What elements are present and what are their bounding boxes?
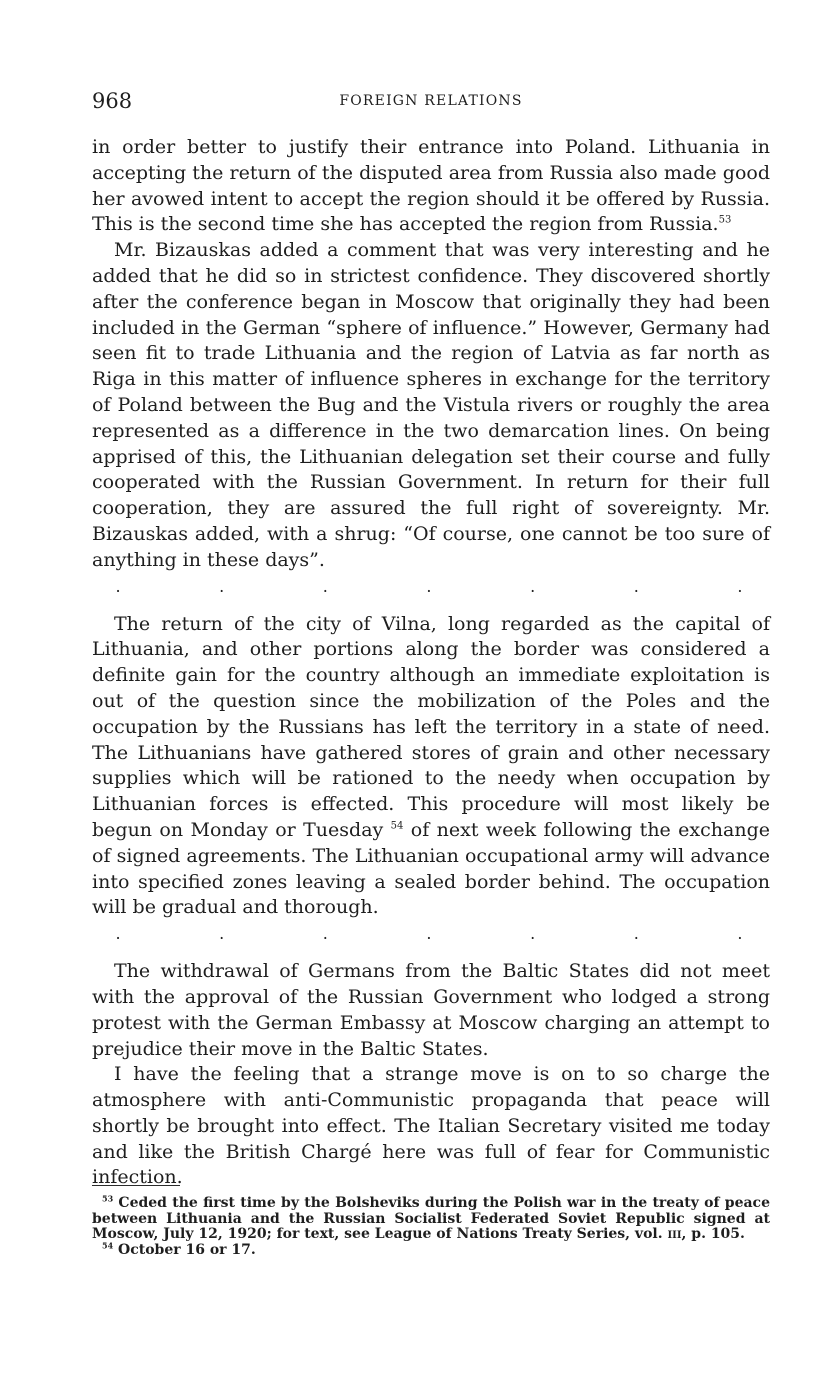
page-number: 968 [92,89,133,113]
ellipsis-dot: . [322,576,328,596]
ellipsis-dot: . [219,924,225,944]
footnote-53 [92,1193,770,1243]
ellipsis-dot: . [322,924,328,944]
ellipsis-dot: . [737,924,743,944]
paragraph-5: I have the feeling that a strange move is on to so charge the atmosphere with anti-Communistic propaganda that peace will shortly be brought into effect. The Italian Secretary visited me today and like the British Chargé here was full of fear for Communistic infection. [92,1063,770,1189]
ellipsis-dot: . [633,924,639,944]
footnote-53-text-after: , p. 105. [681,1226,745,1242]
ellipsis-separator-2 [92,921,770,947]
footnote-divider [92,1185,180,1186]
footnote-53-mark: 53 [102,1193,114,1204]
ellipsis-dot: . [530,924,536,944]
ellipsis-dot: . [530,576,536,596]
paragraph-2: Mr. Bizauskas added a comment that was very interesting and he added that he did so in strictest confidence. They discovered shortly after the conference began in Moscow that originally they had been included in the German “sphere of influence.” However, Germany had seen fit to trade Lithuania and the region of Latvia as far north as Riga in this matter of influence spheres in exchange for the territory of Poland between the Bug and the Vistula rivers or roughly the area represented as a difference in the two demarcation lines. On being apprised of this, the Lithuanian delegation set their course and fully cooperated with the Russian Government. In return for their full cooperation, they are assured the full right of sovereignty. Mr. Bizauskas added, with a shrug: “Of course, one cannot be too sure of anything in these days”. [92,239,770,571]
ellipsis-dot: . [219,576,225,596]
paragraph-4: The withdrawal of Germans from the Baltic States did not meet with the approval of the Russian Government who lodged a strong protest with the German Embassy at Moscow charging an attempt to prejudice their move in the Baltic States. [92,960,770,1060]
page-header [92,88,770,118]
ellipsis-dot: . [115,924,121,944]
ellipsis-dot: . [633,576,639,596]
footnote-54-text: October 16 or 17. [118,1241,256,1258]
ellipsis-dot: . [426,924,432,944]
ellipsis-dot: . [426,576,432,596]
ellipsis-dot: . [115,576,121,596]
footnote-54-mark: 54 [102,1239,114,1250]
ellipsis-separator-1 [92,574,770,600]
ellipsis-dot: . [737,576,743,596]
paragraph-3-text-before: The return of the city of Vilna, long regarded as the capital of Lithuania, and other portions along the border was considered a definite gain for the country although an immediate exploitation is out of the question since the mobilization of the Poles and the occupation by the Russians has left the territory in a state of need. The Lithuanians have gathered stores of grain and other necessary supplies which will be rationed to the needy when occupation by Lithuanian forces is effected. This procedure will most likely be begun on Monday or Tuesday [92,612,770,841]
footnote-ref-53: 53 [718,215,732,227]
footnote-53-text: Ceded the first time by the Bolsheviks during the Polish war in the treaty of peace between Lithuania and the Russian Socialist Federated Soviet Republic signed at Moscow, July 12, 1920; for text, see League of Nations Treaty Series, vol. [92,1195,770,1242]
footnote-ref-54: 54 [390,820,404,832]
footnote-54 [92,1239,770,1259]
footnote-53-volume: iii [667,1226,682,1242]
paragraph-3-text-after: of next week following the exchange of signed agreements. The Lithuanian occupational army will advance into specified zones leaving a sealed border behind. The occupation will be gradual and thorough. [92,818,770,919]
paragraph-1 [92,135,770,238]
paragraph-3 [92,612,770,922]
footnotes [92,1193,770,1258]
body-text [92,135,770,1191]
running-head: FOREIGN RELATIONS [339,93,523,109]
paragraph-1-text: in order better to justify their entrance into Poland. Lithuania in accepting the return of the disputed area from Russia also made good her avowed intent to accept the region should it be offered by Russia. This is the second time she has accepted the region from Russia. [92,136,770,236]
